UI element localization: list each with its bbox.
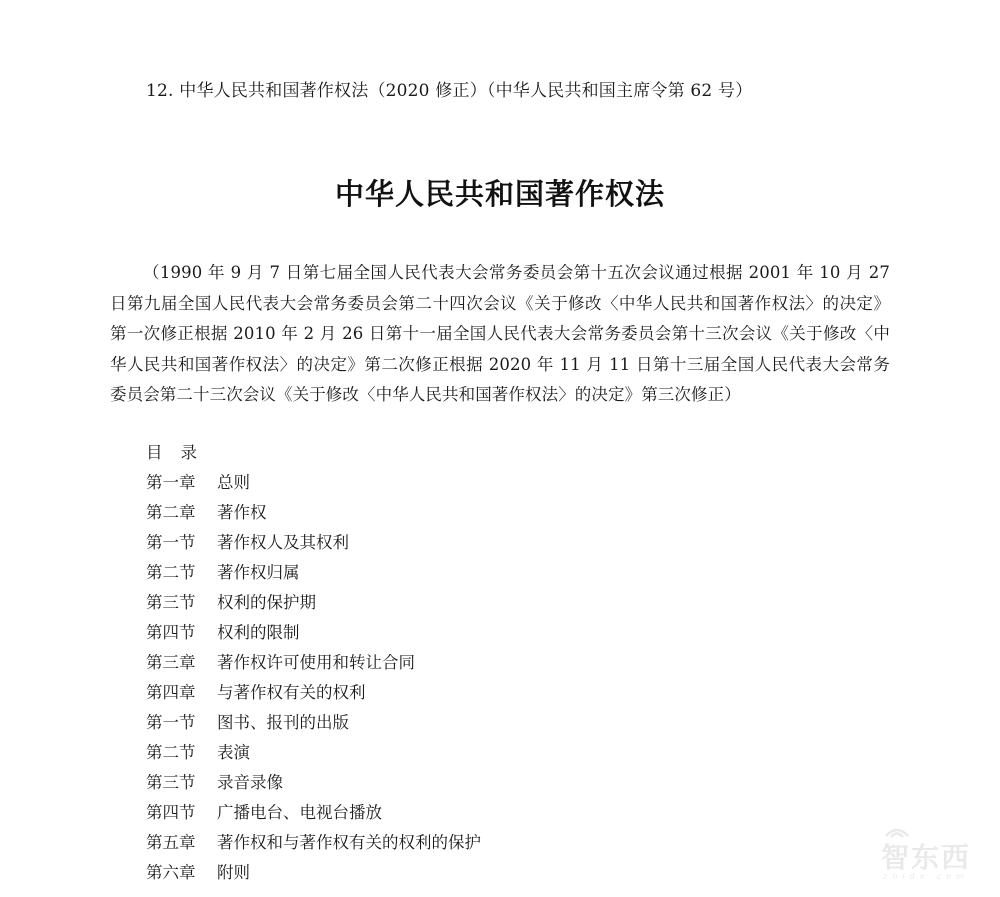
toc-title: 目录 <box>146 443 215 462</box>
toc-item <box>146 498 481 528</box>
toc-item <box>146 678 481 708</box>
toc-item-label: 广播电台、电视台播放 <box>217 803 382 822</box>
table-of-contents <box>146 438 481 888</box>
toc-item-label: 著作权人及其权利 <box>217 533 349 552</box>
toc-item-label: 总则 <box>217 473 250 492</box>
watermark <box>866 828 986 888</box>
toc-item-label: 录音录像 <box>217 773 283 792</box>
preamble-paragraph: （1990 年 9 月 7 日第七届全国人民代表大会常务委员会第十五次会议通过根据 2001 年 10 月 27 日第九届全国人民代表大会常务委员会第二十四次会议《关于修改〈中华人民共和国著作权法〉的决定》第一次修正根据 2010 年 2 月 26 日第十一届全国人民代表大会常务委员会第十三次会议《关于修改〈中华人民共和国著作权法〉的决定》第二次修正根据 2020 年 11 月 11 日第十三届全国人民代表大会常务委员会第二十三次会议《关于修改〈中华人民共和国著作权法〉的决定》第三次修正） <box>110 263 890 404</box>
toc-item <box>146 828 481 858</box>
toc-item <box>146 618 481 648</box>
toc-item-label: 权利的限制 <box>217 623 300 642</box>
toc-item-number: 第二节 <box>146 743 196 762</box>
toc-item <box>146 798 481 828</box>
toc-item-label: 著作权和与著作权有关的权利的保护 <box>217 833 481 852</box>
toc-item-number: 第三章 <box>146 653 196 672</box>
toc-item-number: 第二节 <box>146 563 196 582</box>
toc-item <box>146 468 481 498</box>
toc-item-number: 第一节 <box>146 713 196 732</box>
toc-item-label: 表演 <box>217 743 250 762</box>
toc-item <box>146 558 481 588</box>
watermark-text: 智东西 <box>880 841 971 874</box>
toc-item-number: 第五章 <box>146 833 196 852</box>
toc-item-number: 第六章 <box>146 863 196 882</box>
toc-item <box>146 588 481 618</box>
toc-item-number: 第四节 <box>146 623 196 642</box>
toc-item-number: 第三节 <box>146 773 196 792</box>
toc-item-label: 与著作权有关的权利 <box>217 683 366 702</box>
toc-item-label: 著作权 <box>217 503 267 522</box>
toc-item-label: 著作权归属 <box>217 563 300 582</box>
toc-item-label: 权利的保护期 <box>217 593 316 612</box>
toc-item <box>146 738 481 768</box>
law-heading-line: 12. 中华人民共和国著作权法（2020 修正）（中华人民共和国主席令第 62 号） <box>146 81 753 101</box>
toc-item <box>146 768 481 798</box>
watermark-subtext: zhidx.com <box>883 872 969 881</box>
toc-item-number: 第二章 <box>146 503 196 522</box>
toc-item-number: 第四节 <box>146 803 196 822</box>
toc-item-label: 附则 <box>217 863 250 882</box>
toc-item <box>146 648 481 678</box>
toc-item <box>146 528 481 558</box>
toc-item-number: 第四章 <box>146 683 196 702</box>
toc-item-number: 第三节 <box>146 593 196 612</box>
toc-item <box>146 708 481 738</box>
toc-item-label: 图书、报刊的出版 <box>217 713 349 732</box>
document-title: 中华人民共和国著作权法 <box>334 177 665 211</box>
toc-item-number: 第一章 <box>146 473 196 492</box>
toc-item-number: 第一节 <box>146 533 196 552</box>
toc-item-label: 著作权许可使用和转让合同 <box>217 653 415 672</box>
toc-item <box>146 858 481 888</box>
